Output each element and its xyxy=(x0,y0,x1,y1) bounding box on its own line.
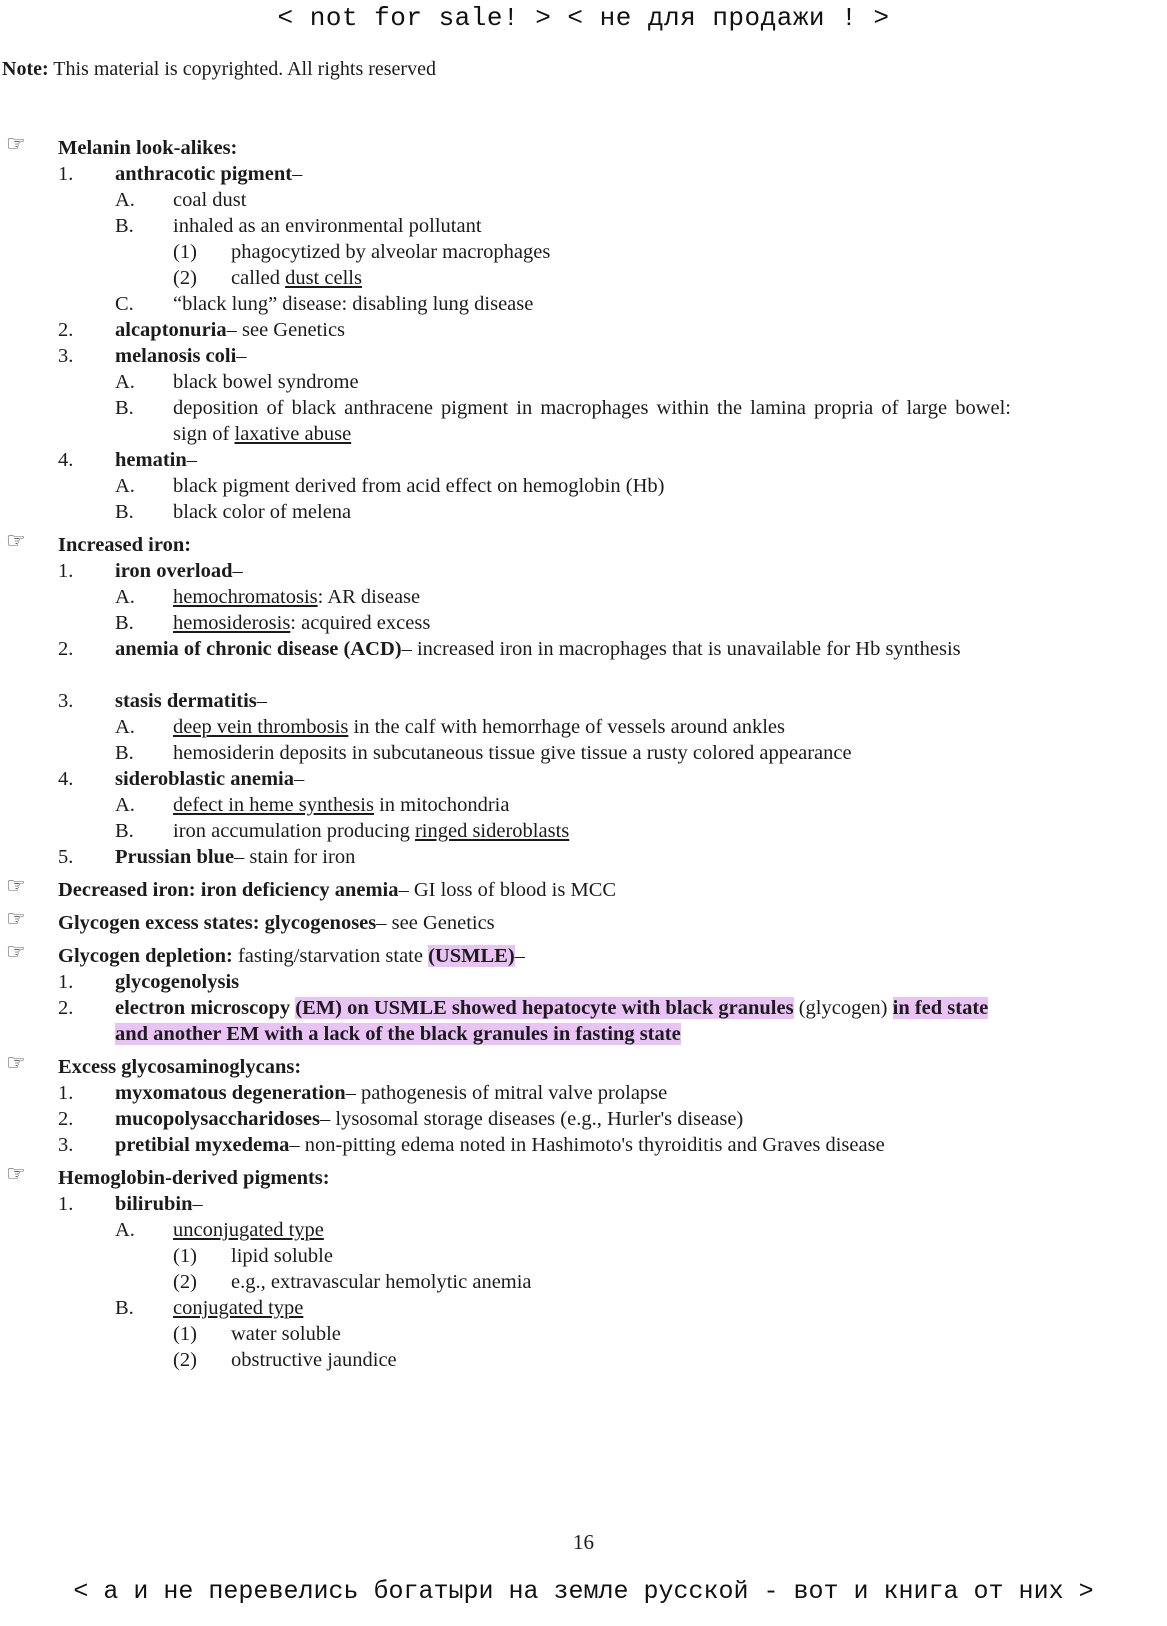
list-item: 4. hematin– xyxy=(58,449,197,471)
list-item: 3. pretibial myxedema– non-pitting edema noted in Hashimoto's thyroiditis and Graves disease xyxy=(58,1134,885,1156)
pointing-hand-icon: ☞ xyxy=(6,131,26,156)
list-item: A. unconjugated type xyxy=(115,1219,324,1241)
list-item: 4. sideroblastic anemia– xyxy=(58,768,305,790)
section-melanin xyxy=(0,131,1167,161)
note-label: Note: xyxy=(2,58,49,80)
section-hemoglobin-pigments xyxy=(0,1161,1167,1191)
usmle-highlight: in fed state and another EM with a lack of the black granules in fasting state xyxy=(115,997,989,1045)
note-text: This material is copyrighted. All rights reserved xyxy=(48,58,436,80)
pointing-hand-icon: ☞ xyxy=(6,1161,26,1186)
copyright-note xyxy=(2,58,436,81)
section-glycosaminoglycans xyxy=(0,1050,1167,1080)
section-glycogen-depletion: ☞ Glycogen depletion: fasting/starvation state (USMLE)– xyxy=(6,939,525,967)
list-item: 1. myxomatous degeneration– pathogenesis of mitral valve prolapse xyxy=(58,1082,668,1104)
usmle-highlight: (USMLE) xyxy=(428,945,515,967)
usmle-highlight: (EM) on USMLE showed hepatocyte with black granules xyxy=(295,997,794,1019)
list-item: A. black pigment derived from acid effect on hemoglobin (Hb) xyxy=(115,475,665,497)
pointing-hand-icon: ☞ xyxy=(6,1050,26,1075)
list-item: B. conjugated type xyxy=(115,1297,304,1319)
list-item: B. inhaled as an environmental pollutant xyxy=(115,215,482,237)
section-decreased-iron: ☞ Decreased iron: iron deficiency anemia– GI loss of blood is MCC xyxy=(6,873,617,901)
list-item: B. iron accumulation producing ringed sideroblasts xyxy=(115,820,570,842)
list-item: C. “black lung” disease: disabling lung disease xyxy=(115,293,534,315)
section-glycogen-excess: ☞ Glycogen excess states: glycogenoses– see Genetics xyxy=(6,906,495,934)
list-item: 1. anthracotic pigment– xyxy=(58,163,303,185)
list-item: 1. bilirubin– xyxy=(58,1193,203,1215)
list-item: A. hemochromatosis: AR disease xyxy=(115,586,421,608)
section-title: Increased iron: xyxy=(58,534,192,556)
list-item: 5. Prussian blue– stain for iron xyxy=(58,846,356,868)
page-content xyxy=(0,131,1167,1373)
list-item: 3. stasis dermatitis– xyxy=(58,690,268,712)
list-item: (1) phagocytized by alveolar macrophages xyxy=(173,241,551,263)
section-title: Melanin look-alikes: xyxy=(58,137,238,159)
list-item: A. deep vein thrombosis in the calf with hemorrhage of vessels around ankles xyxy=(115,716,786,738)
pointing-hand-icon: ☞ xyxy=(6,873,26,898)
bottom-banner: < а и не перевелись богатыри на земле русской - вот и книга от них > xyxy=(73,1577,1094,1606)
list-item: (1) lipid soluble xyxy=(173,1245,333,1267)
list-item: 2. anemia of chronic disease (ACD)– increased iron in macrophages that is unavailable for Hb synthesis xyxy=(58,638,961,660)
list-item: (2) obstructive jaundice xyxy=(173,1349,397,1371)
list-item: B. hemosiderosis: acquired excess xyxy=(115,612,431,634)
list-item: B. black color of melena xyxy=(115,501,352,523)
list-item: A. defect in heme synthesis in mitochondria xyxy=(115,794,510,816)
list-item: 1. iron overload– xyxy=(58,560,243,582)
top-banner: < not for sale! > < не для продажи ! > xyxy=(277,3,890,33)
list-item: B. hemosiderin deposits in subcutaneous tissue give tissue a rusty colored appearance xyxy=(115,742,852,764)
list-item: A. coal dust xyxy=(115,189,247,211)
list-item: 3. melanosis coli– xyxy=(58,345,247,367)
section-title: Hemoglobin-derived pigments: xyxy=(58,1167,330,1189)
list-item: (1) water soluble xyxy=(173,1323,341,1345)
pointing-hand-icon: ☞ xyxy=(6,906,26,931)
list-item: 2. alcaptonuria– see Genetics xyxy=(58,319,346,341)
list-item: B. deposition of black anthracene pigment in macrophages within the lamina propria of large bowel: sign of laxative abuse xyxy=(115,397,1011,445)
list-item: 2. mucopolysaccharidoses– lysosomal storage diseases (e.g., Hurler's disease) xyxy=(58,1108,744,1130)
list-item: (2) e.g., extravascular hemolytic anemia xyxy=(173,1271,532,1293)
pointing-hand-icon: ☞ xyxy=(6,939,26,964)
list-item: A. black bowel syndrome xyxy=(115,371,359,393)
section-title: Excess glycosaminoglycans: xyxy=(58,1056,302,1078)
list-item: 1. glycogenolysis xyxy=(58,971,240,993)
list-item: (2) called dust cells xyxy=(173,267,362,289)
section-increased-iron xyxy=(0,528,1167,558)
pointing-hand-icon: ☞ xyxy=(6,528,26,553)
list-item: 2. electron microscopy (EM) on USMLE showed hepatocyte with black granules (glycogen) in fed state and another EM with a lack of the black granules in fasting state xyxy=(58,997,989,1045)
page-number: 16 xyxy=(573,1530,594,1554)
